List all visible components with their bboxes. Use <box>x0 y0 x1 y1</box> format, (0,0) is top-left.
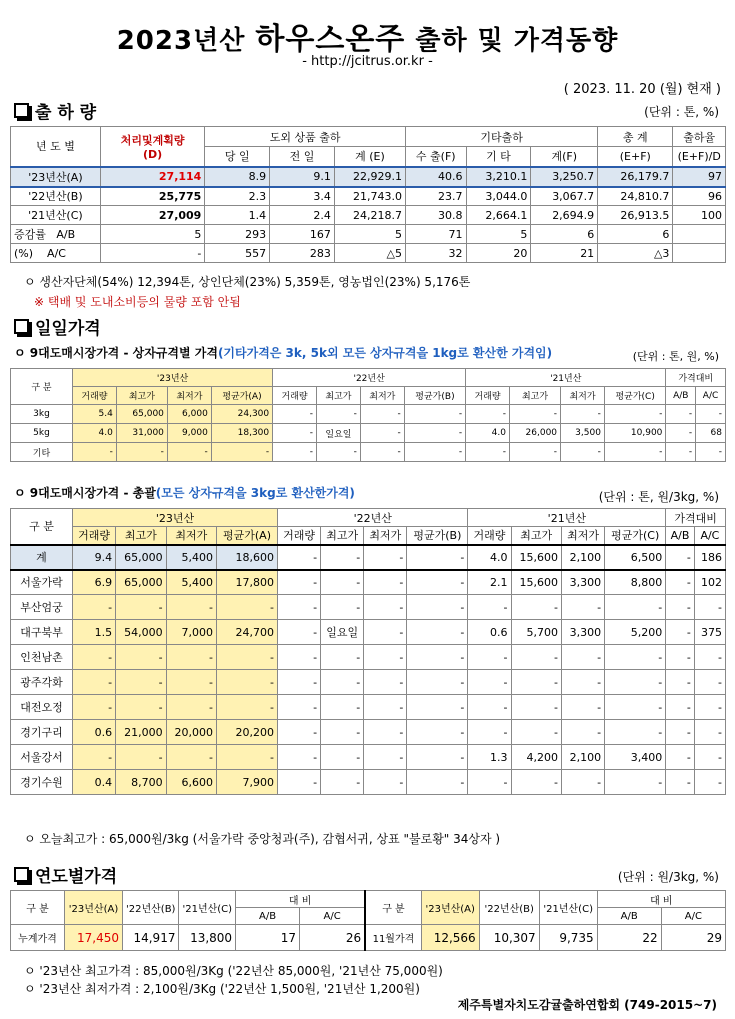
report-date: ( 2023. 11. 20 (월) 현재 ) <box>563 82 721 97</box>
col-compare: 가격대비 <box>666 369 726 387</box>
shipment-warning: ※ 택배 및 도내소비등의 물량 포함 안됨 <box>34 295 241 309</box>
daily-heading: 일일가격 <box>14 314 101 339</box>
checkbox-icon <box>14 319 29 334</box>
col-sub: 최저가 <box>561 387 605 405</box>
footer-org: 제주특별자치도감귤출하연합회 (749-2015~7) <box>457 998 717 1012</box>
table-row: 5kg 4.0 31,000 9,000 18,300 - 일요일 - - 4.0 26,000 3,500 10,900 - 68 <box>11 424 726 443</box>
shipment-heading: 출 하 량 <box>14 98 96 123</box>
col-sub: 평균가(C) <box>605 527 666 545</box>
table-row: 부산엄궁 - - - - - - - - - - - - - - <box>11 595 726 620</box>
table-row: 대전오정 - - - - - - - - - - - - - - <box>11 695 726 720</box>
col-sub: 최고가 <box>317 387 361 405</box>
table-row: (%) A/C - 557 283 △5 32 20 21 △3 <box>11 244 726 263</box>
col-sub: 최저가 <box>360 387 404 405</box>
table1-unit: (단위 : 톤, 원, %) <box>632 350 719 363</box>
col-gubun: 구 분 <box>11 369 73 405</box>
col-year-22: '22년산 <box>273 369 466 387</box>
yearly-note-min: ㅇ '23년산 최저가격 : 2,100원/3Kg ('22년산 1,500원, '21년산 1,200원) <box>24 982 420 996</box>
table-row: '22년산(B) 25,775 2.3 3.4 21,743.0 23.7 3,044.0 3,067.7 24,810.7 96 <box>11 187 726 206</box>
yearly-heading: 연도별가격 <box>14 862 117 887</box>
col-sub: 평균가(B) <box>407 527 468 545</box>
col-inside: 도외 상품 출하 <box>205 127 406 147</box>
col-sub: 거래량 <box>273 387 317 405</box>
col-export: 수 출(F) <box>405 147 466 167</box>
col-gubun: 구 분 <box>11 509 73 545</box>
col-sub: 평균가(A) <box>211 387 272 405</box>
col-total: 총 계 <box>598 127 673 147</box>
table-row: 서울강서 - - - - - - - - 1.3 4,200 2,100 3,400 - - <box>11 745 726 770</box>
col-sub: 거래량 <box>468 527 511 545</box>
col-sub: A/C <box>696 387 726 405</box>
table-row: 누계가격 17,450 14,917 13,800 17 26 11월가격 12,566 10,307 9,735 22 29 <box>11 925 726 951</box>
table-row: 인천남촌 - - - - - - - - - - - - - - <box>11 645 726 670</box>
table-row: 경기구리 0.6 21,000 20,000 20,200 - - - - - - - - - - <box>11 720 726 745</box>
col-year-21: '21년산 <box>468 509 666 527</box>
table-row: 계 9.4 65,000 5,400 18,600 - - - - 4.0 15,600 2,100 6,500 - 186 <box>11 545 726 570</box>
col-sub: 평균가(A) <box>217 527 278 545</box>
table2-unit: (단위 : 톤, 원/3kg, %) <box>598 490 719 504</box>
table-row: 경기수원 0.4 8,700 6,600 7,900 - - - - - - - - - - <box>11 770 726 795</box>
col-rate: 출하율 <box>673 127 726 147</box>
page-title: 2023년산 하우스온주 출하 및 가격동향 <box>116 22 619 57</box>
col-sub: A/B <box>666 387 696 405</box>
col-sub: 평균가(C) <box>604 387 666 405</box>
col-sub: 최저가 <box>561 527 604 545</box>
table-row: '23년산(A) 27,114 8.9 9.1 22,929.1 40.6 3,210.1 3,250.7 26,179.7 97 <box>11 167 726 187</box>
daily-note: ㅇ 오늘최고가 : 65,000원/3kg (서울가락 중앙청과(주), 감협서귀, 상표 "불로황" 34상자 ) <box>24 832 501 846</box>
col-ef: (E+F) <box>598 147 673 167</box>
col-sub: 최저가 <box>166 527 216 545</box>
shipment-note: ㅇ 생산자단체(54%) 12,394톤, 상인단체(23%) 5,359톤, 영농법인(23%) 5,176톤 <box>24 275 471 289</box>
col-other: 기타출하 <box>405 127 597 147</box>
col-today: 당 일 <box>205 147 270 167</box>
table-row: 3kg 5.4 65,000 6,000 24,300 - - - - - - - - - - <box>11 405 726 424</box>
col-sub: 평균가(B) <box>404 387 465 405</box>
col-sub: A/B <box>666 527 695 545</box>
col-sub: 거래량 <box>466 387 510 405</box>
col-sub: 거래량 <box>73 387 117 405</box>
shipment-table <box>10 126 726 263</box>
col-sub: 최고가 <box>511 527 561 545</box>
table-row: 증감률 A/B 5 293 167 5 71 5 6 6 <box>11 225 726 244</box>
col-sub: 최고가 <box>116 387 167 405</box>
col-year-23: '23년산 <box>73 369 273 387</box>
col-year-23: '23년산 <box>73 509 278 527</box>
col-sub: A/C <box>694 527 725 545</box>
col-sum-e: 계 (E) <box>334 147 405 167</box>
table1-title: ㅇ 9대도매시장가격 - 상자규격별 가격(기타가격은 3k, 5k외 모든 상자규격을 1kg로 환산한 가격임) <box>14 346 553 360</box>
col-year: 년 도 별 <box>11 127 101 167</box>
box-price-table <box>10 368 726 462</box>
col-yesterday: 전 일 <box>270 147 335 167</box>
table2-title: ㅇ 9대도매시장가격 - 총괄(모든 상자규격을 3kg로 환산한가격) <box>14 486 355 500</box>
yearly-table: 구 분 '23년산(A) '22년산(B) '21년산(C) 대 비 구 분 '23년산(A) '22년산(B) '21년산(C) 대 비 A/B A/C A/B A/C 누계가격 17,450 14,917 13,800 17 26 11월가격 12,566 10,307 9,735 22 29 <box>10 890 726 951</box>
col-sub: 최저가 <box>364 527 407 545</box>
col-plan: 처리및계획량 (D) <box>100 127 204 167</box>
shipment-unit: (단위 : 톤, %) <box>644 105 719 119</box>
col-etc: 기 타 <box>466 147 531 167</box>
yearly-unit: (단위 : 원/3kg, %) <box>617 870 719 884</box>
col-year-22: '22년산 <box>278 509 468 527</box>
col-sub: 최고가 <box>321 527 364 545</box>
checkbox-icon <box>14 867 29 882</box>
table-row: 대구북부 1.5 54,000 7,000 24,700 - 일요일 - - 0.6 5,700 3,300 5,200 - 375 <box>11 620 726 645</box>
col-year-21: '21년산 <box>466 369 666 387</box>
col-efd: (E+F)/D <box>673 147 726 167</box>
col-sub: 최저가 <box>167 387 211 405</box>
col-sub: 최고가 <box>116 527 166 545</box>
table-row: 서울가락 6.9 65,000 5,400 17,800 - - - - 2.1 15,600 3,300 8,800 - 102 <box>11 570 726 595</box>
site-url[interactable]: - http://jcitrus.or.kr - <box>302 54 433 69</box>
col-sum-f: 계(F) <box>531 147 598 167</box>
col-sub: 거래량 <box>73 527 116 545</box>
col-compare: 가격대비 <box>666 509 726 527</box>
col-sub: 거래량 <box>278 527 321 545</box>
table-row: 기타 - - - - - - - - - - - - - - <box>11 443 726 462</box>
yearly-note-max: ㅇ '23년산 최고가격 : 85,000원/3Kg ('22년산 85,000원, '21년산 75,000원) <box>24 964 443 978</box>
checkbox-icon <box>14 103 29 118</box>
col-sub: 최고가 <box>510 387 561 405</box>
table-row: '21년산(C) 27,009 1.4 2.4 24,218.7 30.8 2,664.1 2,694.9 26,913.5 100 <box>11 206 726 225</box>
table-row: 광주각화 - - - - - - - - - - - - - - <box>11 670 726 695</box>
total-price-table <box>10 508 726 795</box>
